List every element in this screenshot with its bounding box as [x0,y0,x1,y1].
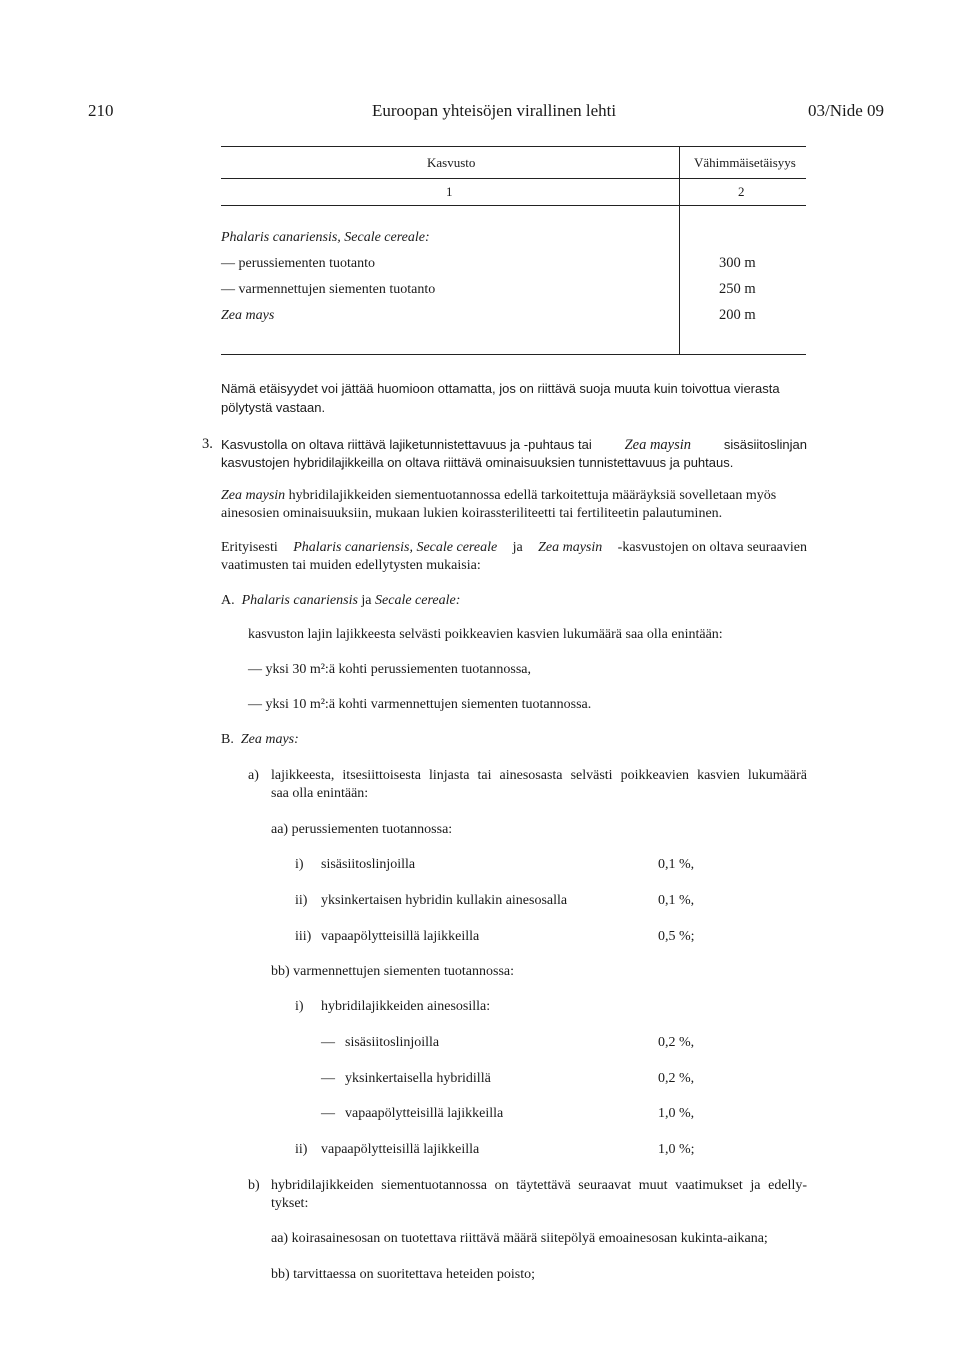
table-column-divider [679,146,680,354]
percentage-value: 0,1 %, [658,857,695,872]
roman-numeral: ii) [295,893,308,908]
table-row-value: 200 m [719,307,756,323]
item-b-label: b) [248,1178,260,1193]
list-item-text: vapaapölytteisillä lajikkeilla [345,1106,504,1121]
percentage-value: 0,1 %, [658,893,695,908]
list-item: — yksi 10 m²:ä kohti varmennettujen siementen tuotannossa. [248,697,592,712]
table-row-label: — varmennettujen siementen tuotanto [221,282,436,297]
section-number: 3. [202,436,213,452]
table-row-label: — perussiementen tuotanto [221,256,375,271]
column-header-distance: Vähimmäisetäisyys [694,155,796,170]
section3-line-2: kasvustojen hybridilajikkeilla on oltava riittävä ominaisuuksien tunnistettavuus ja puhtaus. [221,455,734,470]
percentage-value: 0,2 %, [658,1035,695,1050]
roman-numeral: iii) [295,929,312,944]
percentage-value: 0,2 %, [658,1071,695,1086]
para2-line-1: Zea maysin hybridilajikkeiden siementuotannossa edellä tarkoitettuja määräyksiä sovelletaan myös [221,488,777,503]
journal-title: Euroopan yhteisöjen virallinen lehti [372,101,617,120]
item-b-line-2: tykset: [271,1196,309,1211]
column-number-2: 2 [738,184,745,199]
list-item-text: hybridilajikkeiden ainesosilla: [321,999,491,1014]
page-number: 210 [88,101,114,120]
table-top-rule [221,146,806,147]
list-item-text: sisäsiitoslinjoilla [321,857,416,872]
list-item-text: sisäsiitoslinjoilla [345,1035,440,1050]
para2-line-2: ainesosien ominaisuuksiin, mukaan lukien koirassteriliteetti tai fertiliteetin palautuminen. [221,506,723,521]
column-number-1: 1 [446,184,453,199]
roman-numeral: i) [295,999,304,1014]
percentage-value: 0,5 %; [658,929,695,944]
list-item-text: yksinkertaisen hybridin kullakin ainesosalla [321,893,568,908]
table-group-title: Phalaris canariensis, Secale cereale: [221,230,430,245]
item-a-line-2: saa olla enintään: [271,786,369,801]
roman-numeral: i) [295,857,304,872]
list-item-text: yksinkertaisella hybridillä [345,1071,491,1086]
aa-heading: aa) perussiementen tuotannossa: [271,822,453,837]
list-item: bb) tarvittaessa on suoritettava heteiden poisto; [271,1267,535,1282]
para3-line-1: Erityisesti Phalaris canariensis, Secale cereale ja Zea maysin -kasvustojen on oltava seuraavien [221,540,807,555]
item-a-label: a) [248,768,259,783]
table-bottom-rule [221,354,806,355]
section-a-intro: kasvuston lajin lajikkeesta selvästi poikkeavien kasvien lukumäärä saa olla enintään: [248,627,723,642]
list-item-text: vapaapölytteisillä lajikkeilla [321,1142,480,1157]
table-row-value: 250 m [719,281,756,297]
item-b-line-1: hybridilajikkeiden siementuotannossa on täytettävä seuraavat muut vaatimukset ja edelly- [271,1178,807,1193]
table-header-rule [221,178,806,179]
roman-numeral: ii) [295,1142,308,1157]
note-line-2: pölytystä vastaan. [221,400,326,415]
dash-bullet: — [321,1035,335,1050]
section-a-heading: A. Phalaris canariensis ja Secale cereale: [221,593,461,608]
dash-bullet: — [321,1071,335,1086]
dash-bullet: — [321,1106,335,1121]
volume-label: 03/Nide 09 [808,101,885,120]
item-a-line-1: lajikkeesta, itsesiittoisesta linjasta tai ainesosasta selvästi poikkeavien kasvien lukumäärä [271,768,807,783]
note-line-1: Nämä etäisyydet voi jättää huomioon ottamatta, jos on riittävä suoja muuta kuin toivottua vierasta [221,381,780,396]
section3-line-1: Kasvustolla on oltava riittävä lajiketunnistettavuus ja -puhtaus tai Zea maysin sisäsiitoslinjan [221,437,807,453]
list-item: aa) koirasainesosan on tuotettava riittävä määrä siitepölyä emoainesosan kukinta-aikana; [271,1231,768,1246]
section-b-heading: B. Zea mays: [221,732,299,747]
bb-heading: bb) varmennettujen siementen tuotannossa: [271,964,514,979]
list-item-text: vapaapölytteisillä lajikkeilla [321,929,480,944]
table-row-value: 300 m [719,255,756,271]
table-number-rule [221,205,806,206]
percentage-value: 1,0 %, [658,1106,695,1121]
list-item: — yksi 30 m²:ä kohti perussiementen tuotannossa, [248,662,531,677]
para3-line-2: vaatimusten tai muiden edellytysten mukaisia: [221,558,481,573]
table-row-label: Zea mays [221,308,275,323]
percentage-value: 1,0 %; [658,1142,695,1157]
column-header-kasvusto: Kasvusto [427,155,476,170]
